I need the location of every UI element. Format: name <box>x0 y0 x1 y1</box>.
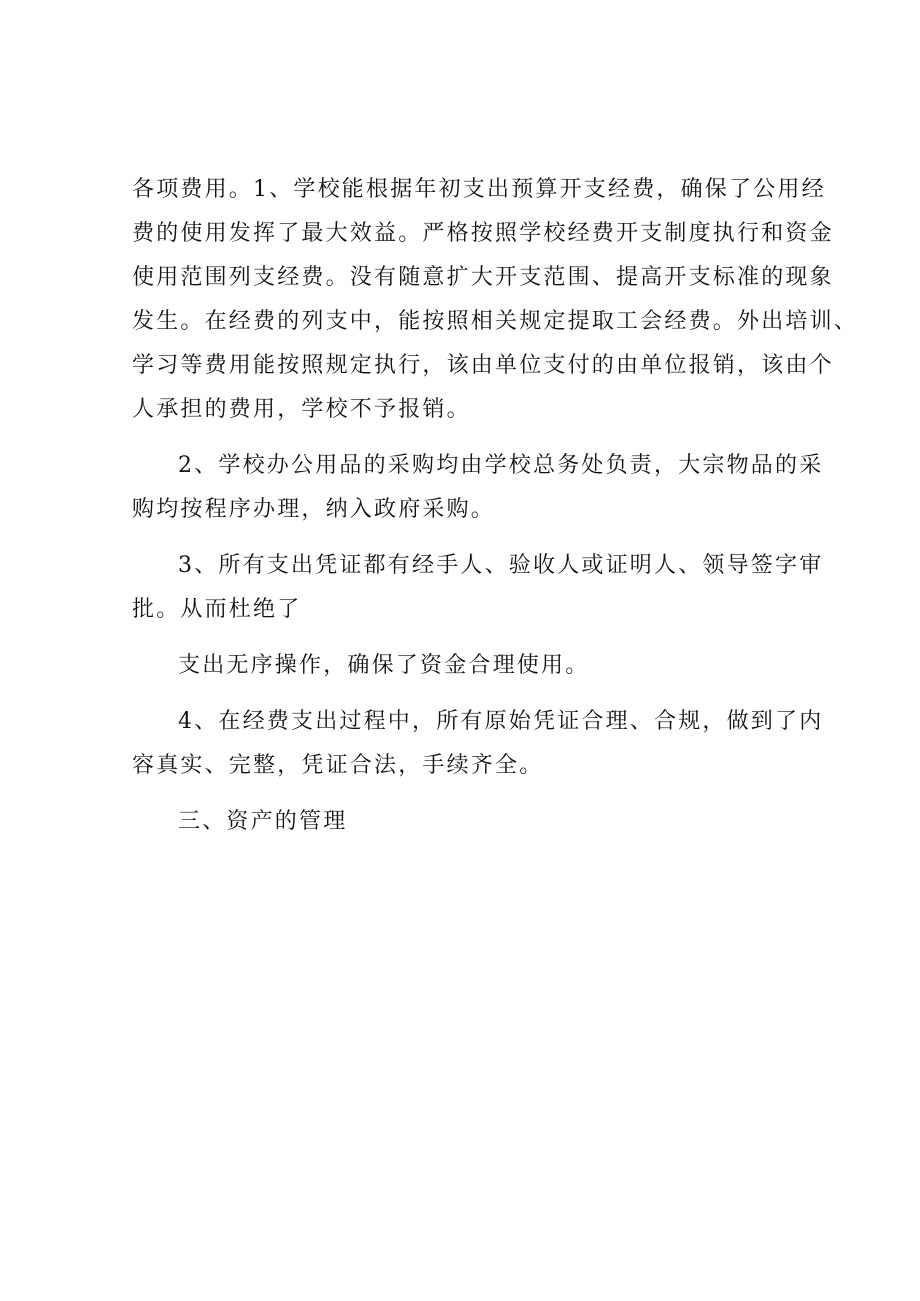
paragraph-line: 4、在经费支出过程中，所有原始凭证合理、合规，做到了内 <box>178 709 824 734</box>
paragraph-line: 购均按程序办理，纳入政府采购。 <box>132 497 496 522</box>
paragraph-line: 批。从而杜绝了 <box>132 597 302 622</box>
paragraph-line: 2、学校办公用品的采购均由学校总务处负责，大宗物品的采 <box>178 453 824 478</box>
document-body <box>132 168 859 844</box>
paragraph-line: 费的使用发挥了最大效益。严格按照学校经费开支制度执行和资金 <box>132 221 834 246</box>
paragraph-line: 3、所有支出凭证都有经手人、验收人或证明人、领导签字审 <box>178 553 824 578</box>
paragraph-line: 支出无序操作，确保了资金合理使用。 <box>178 653 590 678</box>
paragraph-line: 容真实、完整，凭证合法，手续齐全。 <box>132 753 544 778</box>
paragraph-line: 使用范围列支经费。没有随意扩大开支范围、提高开支标准的现象 <box>132 265 834 290</box>
section-heading: 三、资产的管理 <box>178 809 348 834</box>
paragraph-line: 人承担的费用，学校不予报销。 <box>132 397 471 422</box>
paragraph-line: 发生。在经费的列支中，能按照相关规定提取工会经费。外出培训、 <box>132 309 859 334</box>
paragraph-line: 各项费用。1、学校能根据年初支出预算开支经费，确保了公用经 <box>132 177 826 202</box>
paragraph-line: 学习等费用能按照规定执行，该由单位支付的由单位报销，该由个 <box>132 353 834 378</box>
